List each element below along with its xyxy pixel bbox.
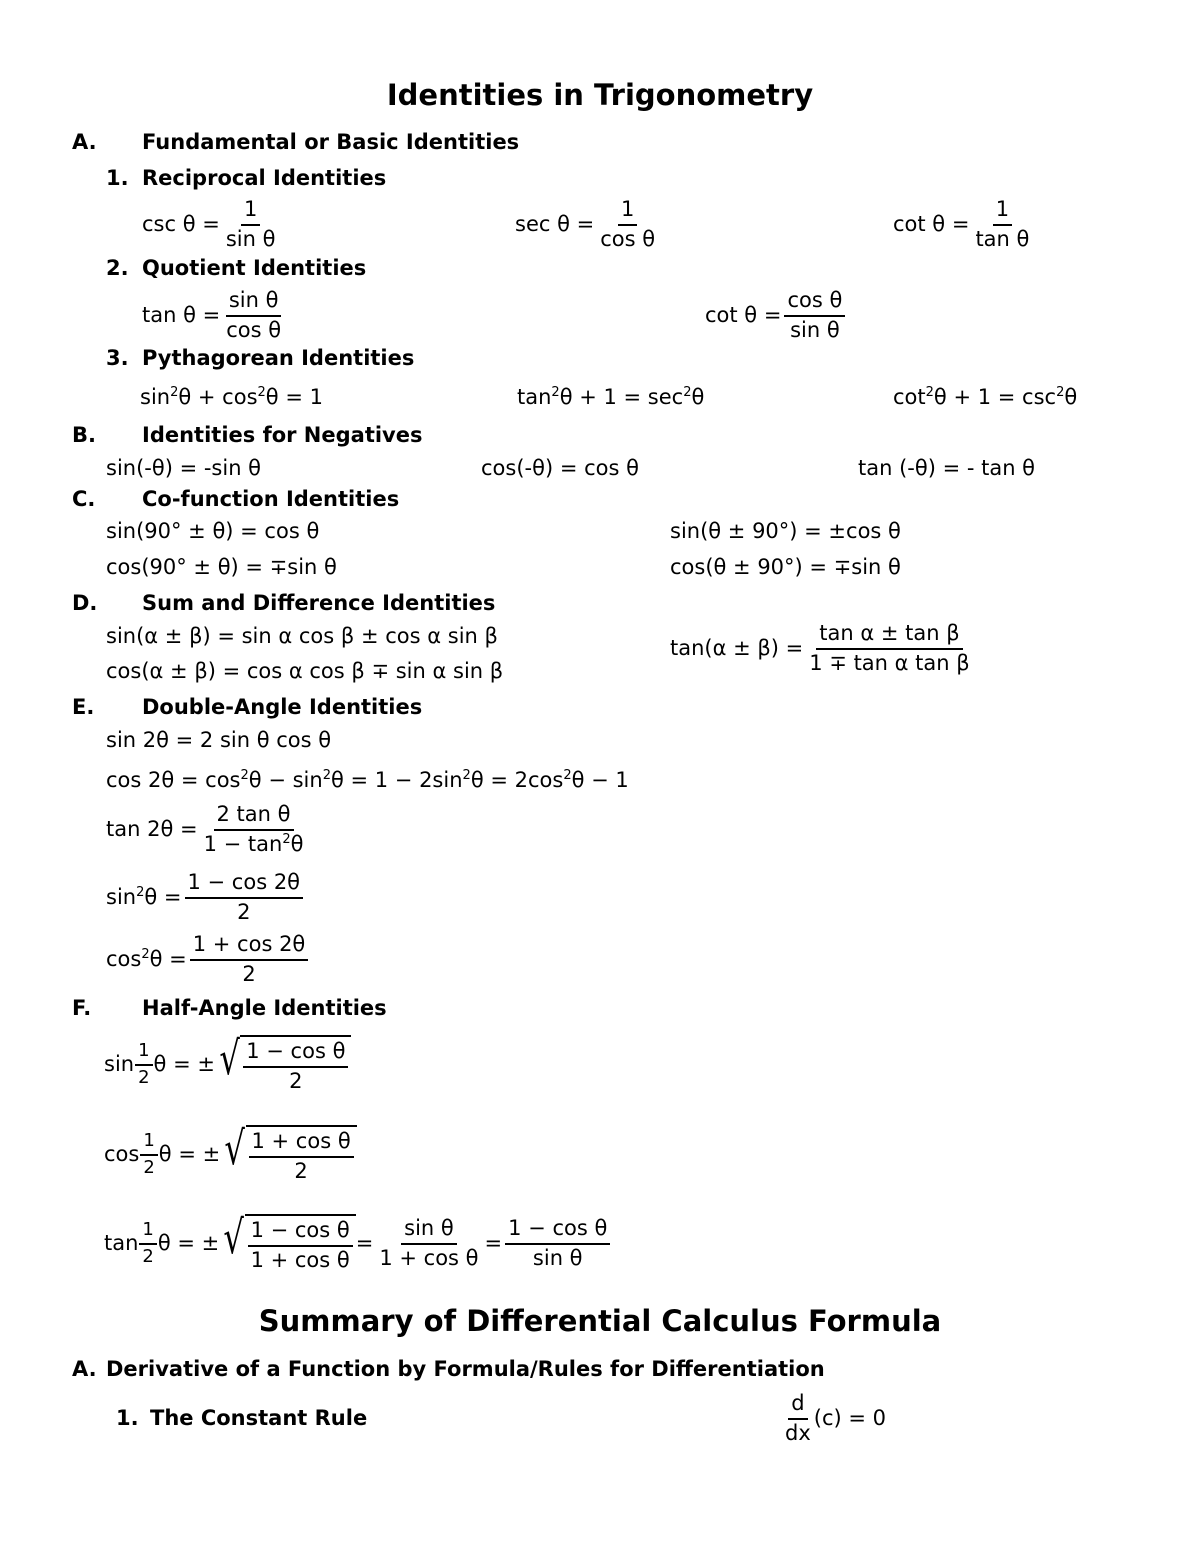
p2-end: θ	[691, 385, 705, 409]
h3-c-num: 1 − cos θ	[505, 1217, 610, 1245]
cofunction-2: cos(90° ± θ) = ∓sin θ	[106, 555, 337, 579]
rule1-title: The Constant Rule	[150, 1406, 368, 1430]
h3-equals-1: =	[355, 1230, 374, 1255]
double-sin: sin 2θ = 2 sin θ cos θ	[106, 728, 332, 752]
d2-sq2: 2	[322, 768, 331, 783]
h2-num: 1 + cos θ	[249, 1130, 354, 1158]
csc-den: sin θ	[225, 227, 276, 252]
sub2-number: 2.	[106, 256, 129, 280]
p2-sq1: 2	[551, 385, 560, 400]
cot-den: tan θ	[975, 227, 1030, 252]
negative-tan: tan (-θ) = - tan θ	[858, 456, 1036, 480]
sub3-title: Pythagorean Identities	[142, 346, 415, 370]
d3-sq: 2	[282, 832, 291, 848]
cot-num: 1	[993, 198, 1012, 226]
section-d-title: Sum and Difference Identities	[142, 591, 496, 615]
d5-lhs	[106, 949, 187, 970]
d2-b: θ − sin	[248, 768, 323, 792]
cofunction-4: cos(θ ± 90°) = ∓sin θ	[670, 555, 901, 579]
csc-fraction	[223, 198, 279, 251]
radical-icon: √	[223, 1210, 245, 1264]
d2-sq3: 2	[462, 768, 471, 783]
half-cos	[104, 1121, 357, 1184]
sub2-title: Quotient Identities	[142, 256, 367, 280]
qcot-den: sin θ	[790, 318, 840, 343]
cofunction-1: sin(90° ± θ) = cos θ	[106, 519, 320, 543]
csc-num: 1	[241, 198, 260, 226]
h3-c-den: sin θ	[532, 1245, 583, 1270]
half-sin	[104, 1031, 351, 1094]
h3-equals-2: =	[484, 1230, 503, 1255]
d5-lhs-b: θ =	[149, 947, 187, 972]
h1-half-num: 1	[135, 1041, 152, 1066]
csc-lhs: csc θ =	[142, 212, 220, 237]
section-a-title: Fundamental or Basic Identities	[142, 130, 520, 154]
sec-den: cos θ	[600, 227, 656, 252]
h2-den: 2	[294, 1159, 308, 1184]
d4-den: 2	[237, 900, 251, 925]
d5-den: 2	[242, 962, 256, 987]
pythagorean-1	[140, 387, 323, 408]
d5-lhs-a: cos	[106, 947, 142, 972]
h3-r-num: 1 − cos θ	[248, 1219, 353, 1247]
d5-num: 1 + cos 2θ	[190, 933, 309, 961]
p2-tan: tan	[517, 385, 552, 409]
p2-sq2: 2	[683, 385, 692, 400]
p1-end: θ = 1	[265, 385, 323, 409]
h2-frac	[249, 1130, 354, 1183]
h1-fn: sin	[104, 1051, 135, 1076]
sec-lhs: sec θ =	[515, 212, 595, 237]
reciprocal-cot	[893, 198, 1035, 251]
h2-half-den: 2	[143, 1156, 155, 1178]
p1-sq2: 2	[257, 385, 266, 400]
h1-sqrt	[215, 1031, 351, 1094]
double-cos-squared	[106, 933, 311, 986]
qcot-num: cos θ	[784, 289, 845, 317]
d2-e: θ − 1	[571, 768, 629, 792]
d4-lhs-a: sin	[106, 885, 137, 910]
d2-d: θ = 2cos	[470, 768, 564, 792]
p3-sq2: 2	[1056, 385, 1065, 400]
sub1-title: Reciprocal Identities	[142, 166, 387, 190]
d5-fraction	[190, 933, 309, 986]
h2-half-num: 1	[140, 1131, 157, 1156]
h1-half	[135, 1041, 152, 1088]
quotient-cot	[705, 289, 848, 342]
sub3-number: 3.	[106, 346, 129, 370]
h1-eq: θ = ±	[153, 1051, 215, 1076]
cofunction-3: sin(θ ± 90°) = ±cos θ	[670, 519, 901, 543]
section-d-letter: D.	[72, 591, 98, 615]
double-tan	[106, 803, 309, 856]
h3-half	[139, 1220, 156, 1267]
qtan-num: sin θ	[226, 289, 282, 317]
sum-tan-lhs: tan(α ± β) =	[670, 636, 804, 661]
h3-b-den: 1 + cos θ	[379, 1245, 479, 1270]
sec-num: 1	[618, 198, 637, 226]
section-a-letter: A.	[72, 130, 97, 154]
h3-cfrac	[505, 1217, 610, 1270]
h3-half-num: 1	[139, 1220, 156, 1245]
section-f-letter: F.	[72, 996, 92, 1020]
d3-den	[201, 831, 307, 856]
constant-rule	[782, 1392, 886, 1445]
sec-fraction	[597, 198, 658, 251]
d4-lhs-b: θ =	[144, 885, 182, 910]
h3-sqrt	[219, 1210, 355, 1273]
d4-fraction	[185, 871, 304, 924]
h3-bfrac	[376, 1217, 481, 1270]
calc-a-title: Derivative of a Function by Formula/Rules for Differentiation	[106, 1357, 825, 1381]
h1-frac	[243, 1040, 348, 1093]
d2-a: cos 2θ = cos	[106, 768, 241, 792]
reciprocal-sec	[515, 198, 661, 251]
h3-fn: tan	[104, 1230, 139, 1255]
h2-fn: cos	[104, 1141, 140, 1166]
page-title: Identities in Trigonometry	[386, 78, 814, 112]
d-num: d	[788, 1392, 807, 1420]
radical-icon: √	[224, 1121, 246, 1175]
h2-half	[140, 1131, 157, 1178]
p1-mid: θ + cos	[178, 385, 258, 409]
h2-sqrt	[220, 1121, 356, 1184]
sum-cos: cos(α ± β) = cos α cos β ∓ sin α sin β	[106, 659, 504, 683]
calc-a-letter: A.	[72, 1357, 97, 1381]
pythagorean-2	[517, 387, 704, 408]
sum-tan-den: 1 ∓ tan α tan β	[809, 651, 970, 676]
reciprocal-csc	[142, 198, 281, 251]
sum-tan	[670, 622, 976, 675]
calculus-title: Summary of Differential Calculus Formula	[258, 1304, 942, 1338]
constant-rule-rhs: (c) = 0	[813, 1406, 887, 1431]
d2-sq1: 2	[240, 768, 249, 783]
pythagorean-3	[893, 387, 1077, 408]
p1-sin: sin	[140, 385, 171, 409]
radical-icon: √	[219, 1031, 240, 1085]
d4-lhs	[106, 887, 182, 908]
sub1-number: 1.	[106, 166, 129, 190]
d3-num: 2 tan θ	[214, 803, 294, 831]
section-b-title: Identities for Negatives	[142, 423, 423, 447]
dx-den: dx	[785, 1421, 811, 1446]
p3-cot: cot	[893, 385, 926, 409]
section-e-title: Double-Angle Identities	[142, 695, 423, 719]
h3-eq: θ = ±	[157, 1230, 220, 1255]
sum-tan-fraction	[806, 622, 972, 675]
p3-sq1: 2	[925, 385, 934, 400]
h2-eq: θ = ±	[158, 1141, 221, 1166]
h1-half-den: 2	[138, 1066, 150, 1088]
h1-num: 1 − cos θ	[243, 1040, 348, 1068]
d3-fraction	[201, 803, 307, 856]
d2-c: θ = 1 − 2sin	[330, 768, 463, 792]
h1-den: 2	[289, 1069, 303, 1094]
qcot-lhs: cot θ =	[705, 303, 782, 328]
cot-fraction	[972, 198, 1032, 251]
half-tan	[104, 1210, 613, 1273]
p2-mid: θ + 1 = sec	[559, 385, 684, 409]
section-c-title: Co-function Identities	[142, 487, 400, 511]
d5-sq: 2	[141, 947, 150, 963]
section-e-letter: E.	[72, 695, 95, 719]
qtan-fraction	[223, 289, 284, 342]
d2-sq4: 2	[563, 768, 572, 783]
d3-den-a: 1 − tan	[203, 832, 283, 857]
qcot-fraction	[784, 289, 845, 342]
sum-sin: sin(α ± β) = sin α cos β ± cos α sin β	[106, 624, 498, 648]
h3-b-num: sin θ	[401, 1217, 457, 1245]
qtan-den: cos θ	[226, 318, 282, 343]
h3-r-den: 1 + cos θ	[250, 1248, 350, 1273]
p3-mid: θ + 1 = csc	[933, 385, 1057, 409]
derivative-operator	[782, 1392, 814, 1445]
negative-cos: cos(-θ) = cos θ	[481, 456, 639, 480]
double-cos	[106, 770, 629, 791]
section-b-letter: B.	[72, 423, 96, 447]
double-sin-squared	[106, 871, 306, 924]
sum-tan-num: tan α ± tan β	[816, 622, 962, 650]
d3-lhs: tan 2θ =	[106, 817, 198, 842]
rule1-number: 1.	[116, 1406, 139, 1430]
section-c-letter: C.	[72, 487, 96, 511]
qtan-lhs: tan θ =	[142, 303, 221, 328]
h3-rfrac	[248, 1219, 353, 1272]
p1-sq1: 2	[170, 385, 179, 400]
negative-sin: sin(-θ) = -sin θ	[106, 456, 262, 480]
p3-end: θ	[1064, 385, 1078, 409]
quotient-tan	[142, 289, 287, 342]
d4-sq: 2	[136, 885, 145, 901]
d3-den-b: θ	[290, 832, 304, 857]
h3-half-den: 2	[142, 1245, 154, 1267]
d4-num: 1 − cos 2θ	[185, 871, 304, 899]
section-f-title: Half-Angle Identities	[142, 996, 387, 1020]
cot-lhs: cot θ =	[893, 212, 970, 237]
